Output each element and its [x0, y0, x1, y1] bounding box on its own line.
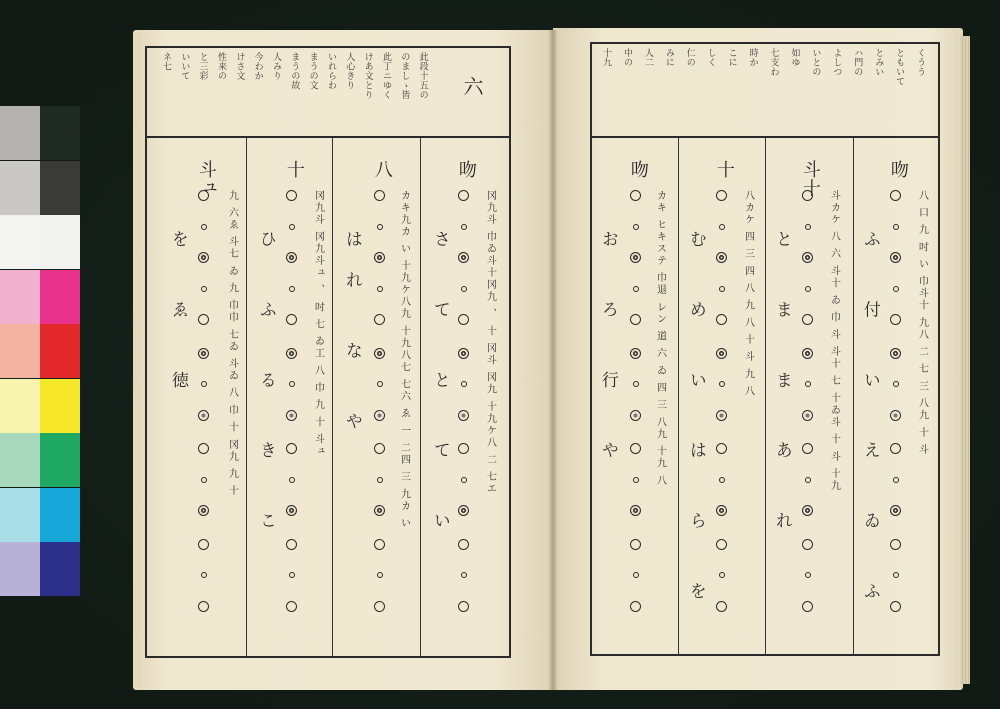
page-edges — [960, 36, 970, 684]
circle-mark — [286, 410, 297, 421]
circle-mark — [716, 348, 727, 359]
column-notes: 冈九斗 冈九斗ュ 、 吋 七 ゐ工 八 巾 九 十 斗ュ — [312, 190, 324, 458]
circle-mark — [802, 190, 813, 201]
circle-mark — [802, 314, 813, 325]
circle-mark — [198, 505, 209, 516]
column-notes: カキ九カ い 十九ケ八九 十九八七 七六 ゑ 一 二四 三 九カ い — [398, 190, 410, 530]
circle-mark — [377, 286, 383, 292]
circle-mark — [377, 381, 383, 387]
color-swatch — [0, 542, 40, 596]
circle-mark — [458, 539, 469, 550]
column-title: 斗ュ — [195, 160, 217, 197]
circle-mark — [805, 224, 811, 230]
column-notes: 斗カケ 八 六 斗十 ゐ 巾 斗 斗十 七 十ゐ斗 十 斗 十九 — [828, 190, 840, 493]
header-line: ともいて — [894, 48, 905, 86]
header-line: いとの — [810, 48, 821, 77]
circle-mark — [805, 477, 811, 483]
tone-mark-column — [890, 190, 901, 634]
circle-mark — [633, 224, 639, 230]
circle-mark — [458, 443, 469, 454]
circle-mark — [890, 410, 901, 421]
circle-mark — [286, 505, 297, 516]
circle-mark — [802, 539, 813, 550]
column-title: 吻 — [627, 160, 649, 179]
kana-column: はれ な や — [341, 230, 362, 453]
header-line: けさ文 — [234, 52, 245, 81]
circle-mark — [374, 443, 385, 454]
circle-mark — [893, 286, 899, 292]
circle-mark — [630, 252, 641, 263]
circle-mark — [461, 286, 467, 292]
circle-mark — [719, 477, 725, 483]
color-swatch — [0, 488, 40, 542]
circle-mark — [805, 572, 811, 578]
circle-mark — [201, 381, 207, 387]
circle-mark — [633, 477, 639, 483]
column-notes: 八カケ 四 三 四 八 九 八 十 斗 九 八 — [742, 190, 754, 398]
circle-mark — [802, 252, 813, 263]
kana-column: ひ ふ る き こ — [255, 230, 276, 553]
color-swatch — [0, 270, 40, 324]
circle-mark — [716, 601, 727, 612]
circle-mark — [716, 443, 727, 454]
left-col-divider — [420, 138, 421, 658]
circle-mark — [289, 477, 295, 483]
header-line: 今わか — [252, 52, 263, 81]
header-line: 仁の — [684, 48, 695, 67]
book-gutter — [548, 30, 558, 690]
kana-column: を ゑ 徳 — [167, 230, 188, 412]
circle-mark — [201, 286, 207, 292]
header-line: しく — [705, 48, 716, 67]
tone-mark-column — [802, 190, 813, 634]
circle-mark — [461, 572, 467, 578]
circle-mark — [198, 190, 209, 201]
circle-mark — [286, 539, 297, 550]
left-header-text — [160, 52, 435, 134]
color-swatch — [0, 106, 40, 160]
circle-mark — [890, 314, 901, 325]
circle-mark — [719, 286, 725, 292]
header-line: ハ門の — [852, 48, 863, 77]
circle-mark — [198, 252, 209, 263]
circle-mark — [630, 601, 641, 612]
header-line: 此段十五の — [417, 52, 428, 100]
header-line: よしつ — [831, 48, 842, 77]
color-swatch — [0, 215, 40, 269]
circle-mark — [890, 601, 901, 612]
circle-mark — [893, 224, 899, 230]
circle-mark — [716, 410, 727, 421]
circle-mark — [201, 572, 207, 578]
circle-mark — [890, 505, 901, 516]
circle-mark — [802, 443, 813, 454]
circle-mark — [633, 572, 639, 578]
header-line: まうの文 — [307, 52, 318, 90]
circle-mark — [630, 410, 641, 421]
color-swatch — [40, 215, 80, 269]
left-col-divider — [332, 138, 333, 658]
color-swatch — [0, 161, 40, 215]
left-col-divider — [246, 138, 247, 658]
column-notes: 八 口 九 吋 い 巾斗十 九八 二 七 三 八九 十 斗 — [916, 190, 928, 457]
header-line: 七支わ — [768, 48, 779, 77]
circle-mark — [374, 410, 385, 421]
tone-mark-column — [458, 190, 469, 634]
circle-mark — [461, 381, 467, 387]
circle-mark — [458, 314, 469, 325]
tone-mark-column — [198, 190, 209, 634]
circle-mark — [286, 348, 297, 359]
circle-mark — [374, 505, 385, 516]
circle-mark — [286, 601, 297, 612]
circle-mark — [458, 252, 469, 263]
tone-mark-column — [374, 190, 385, 634]
circle-mark — [805, 286, 811, 292]
circle-mark — [458, 410, 469, 421]
circle-mark — [289, 224, 295, 230]
column-title: 十 — [713, 160, 735, 179]
header-line: みに — [663, 48, 674, 67]
kana-column: と ま ま あ れ — [771, 230, 792, 553]
header-line: 人二 — [642, 48, 653, 67]
header-line: いれらわ — [326, 52, 336, 90]
header-line: とみい — [873, 48, 884, 77]
circle-mark — [893, 381, 899, 387]
circle-mark — [630, 314, 641, 325]
kana-column: む め い は ら を — [685, 230, 706, 624]
right-col-divider — [765, 138, 766, 656]
right-col-divider — [853, 138, 854, 656]
header-line: 十九 — [601, 48, 611, 67]
tone-mark-column — [716, 190, 727, 634]
circle-mark — [461, 224, 467, 230]
column-title: 吻 — [455, 160, 477, 179]
circle-mark — [377, 572, 383, 578]
header-line: と三彩 — [197, 52, 208, 81]
color-swatch — [40, 161, 80, 215]
header-line: 人心きり — [344, 52, 355, 90]
header-line: 人みり — [271, 52, 281, 81]
circle-mark — [630, 348, 641, 359]
circle-mark — [890, 190, 901, 201]
circle-mark — [458, 601, 469, 612]
color-swatch — [40, 106, 80, 160]
circle-mark — [802, 505, 813, 516]
circle-mark — [374, 539, 385, 550]
circle-mark — [890, 252, 901, 263]
color-swatch — [40, 324, 80, 378]
circle-mark — [286, 314, 297, 325]
circle-mark — [630, 190, 641, 201]
column-notes: 冈九斗 巾ゐ斗十冈九 、 十 冈斗 冈九 十九ケ八 二 七エ — [484, 190, 496, 496]
color-swatch — [0, 433, 40, 487]
circle-mark — [630, 505, 641, 516]
color-swatch — [40, 433, 80, 487]
circle-mark — [374, 601, 385, 612]
circle-mark — [719, 224, 725, 230]
circle-mark — [802, 410, 813, 421]
circle-mark — [201, 224, 207, 230]
color-swatch — [40, 270, 80, 324]
column-notes: 九 六ゑ 斗七 ゐ 九 巾巾 七ゐ 斗ゐ 八 巾 十 冈九 九 十 — [226, 190, 238, 498]
circle-mark — [458, 190, 469, 201]
circle-mark — [377, 224, 383, 230]
circle-mark — [289, 572, 295, 578]
circle-mark — [719, 572, 725, 578]
header-line: 中の — [621, 48, 632, 67]
circle-mark — [458, 505, 469, 516]
circle-mark — [716, 314, 727, 325]
circle-mark — [890, 348, 901, 359]
color-swatch — [0, 324, 40, 378]
kana-column: ふ 付 い え ゐ ふ — [859, 230, 880, 624]
circle-mark — [198, 601, 209, 612]
header-line: のましゝ皆 — [399, 52, 410, 100]
right-header-text — [600, 48, 935, 134]
circle-mark — [716, 539, 727, 550]
circle-mark — [289, 286, 295, 292]
tone-mark-column — [286, 190, 297, 634]
color-swatch — [40, 379, 80, 433]
circle-mark — [377, 477, 383, 483]
circle-mark — [461, 477, 467, 483]
circle-mark — [893, 477, 899, 483]
column-title: 吻 — [887, 160, 909, 179]
circle-mark — [198, 539, 209, 550]
circle-mark — [286, 252, 297, 263]
header-line: くうう — [915, 48, 926, 77]
circle-mark — [198, 443, 209, 454]
circle-mark — [805, 381, 811, 387]
kana-column: さ て と て い — [429, 230, 450, 553]
circle-mark — [198, 314, 209, 325]
color-swatch — [0, 379, 40, 433]
column-title: 八 — [371, 160, 393, 179]
column-title: 十 — [283, 160, 305, 179]
circle-mark — [630, 443, 641, 454]
circle-mark — [286, 443, 297, 454]
column-title: 斗十 — [799, 160, 821, 197]
header-line: まうの故 — [289, 52, 300, 90]
circle-mark — [198, 410, 209, 421]
circle-mark — [719, 381, 725, 387]
header-line: ネ七 — [161, 52, 171, 71]
tone-mark-column — [630, 190, 641, 634]
circle-mark — [630, 539, 641, 550]
circle-mark — [716, 505, 727, 516]
circle-mark — [802, 348, 813, 359]
header-line: 此丁ニゆく — [381, 52, 391, 100]
header-line: いいて — [179, 52, 190, 81]
color-calibration-strip — [0, 106, 80, 598]
circle-mark — [716, 252, 727, 263]
circle-mark — [374, 252, 385, 263]
kana-column: お ろ 行 や — [597, 230, 618, 483]
header-line: 時か — [747, 48, 758, 67]
circle-mark — [890, 539, 901, 550]
circle-mark — [374, 314, 385, 325]
column-notes: カキ ヒキステ 巾退 レン 道 六 ゐ 四 三 八九 十九 八 — [654, 190, 666, 487]
circle-mark — [716, 190, 727, 201]
circle-mark — [374, 348, 385, 359]
header-line: けあ文とり — [362, 52, 373, 100]
circle-mark — [633, 381, 639, 387]
circle-mark — [289, 381, 295, 387]
color-swatch — [40, 488, 80, 542]
right-col-divider — [678, 138, 679, 656]
color-swatch — [40, 542, 80, 596]
circle-mark — [890, 443, 901, 454]
circle-mark — [893, 572, 899, 578]
circle-mark — [633, 286, 639, 292]
header-line: 性来の — [216, 52, 226, 81]
circle-mark — [458, 348, 469, 359]
header-line: 如ゆ — [789, 48, 800, 67]
circle-mark — [286, 190, 297, 201]
circle-mark — [374, 190, 385, 201]
circle-mark — [802, 601, 813, 612]
left-chapter-numeral: 六 — [460, 76, 484, 96]
circle-mark — [198, 348, 209, 359]
header-line: こに — [726, 48, 737, 67]
circle-mark — [201, 477, 207, 483]
